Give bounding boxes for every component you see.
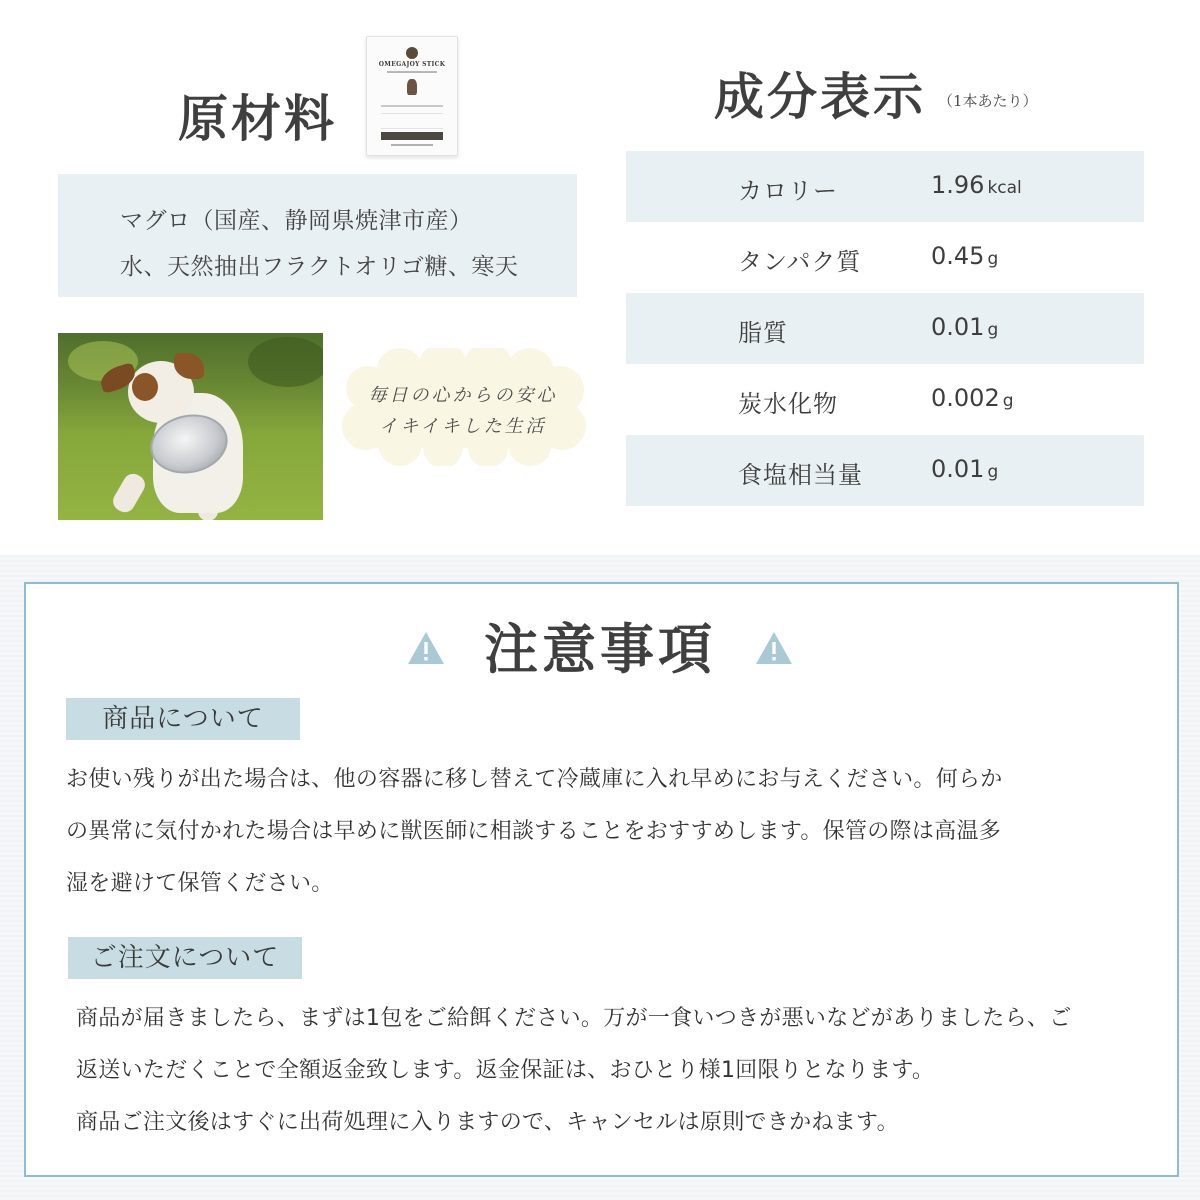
cloud-shape-icon	[338, 348, 588, 466]
speech-bubble	[338, 348, 588, 466]
nutrient-name: タンパク質	[738, 248, 862, 276]
ingredient-line: マグロ（国産、静岡県焼津市産）	[120, 208, 473, 234]
nutrition-row	[626, 364, 1144, 435]
package-logo-icon	[406, 47, 418, 59]
nutrition-row	[626, 293, 1144, 364]
nutrient-name: 食塩相当量	[738, 461, 863, 489]
notice-paragraph-line: 返送いただくことで全額返金致します。返金保証は、おひとり様1回限りとなります。	[76, 1058, 935, 1083]
notice-paragraph-line: 商品ご注文後はすぐに出荷処理に入りますので、キャンセルは原則できかねます。	[76, 1110, 899, 1135]
ingredients-panel	[58, 174, 577, 297]
nutrition-title: 成分表示	[714, 67, 926, 126]
nutrition-note: （1本あたり）	[938, 92, 1038, 110]
bubble-line: 毎日の心からの安心	[368, 385, 558, 406]
notice-paragraph-line: お使い残りが出た場合は、他の容器に移し替えて冷蔵庫に入れ早めにお与えください。何らか	[66, 767, 1003, 792]
notice-paragraph-line: の異常に気付かれた場合は早めに獣医師に相談することをおすすめします。保管の際は高温多	[66, 819, 1002, 844]
nutrient-value: 0.45 g	[931, 242, 999, 270]
notice-title: 注意事項	[484, 617, 716, 681]
ingredients-title: 原材料	[178, 89, 337, 148]
dog-with-bowl-photo	[58, 333, 323, 520]
nutrition-row	[626, 151, 1144, 222]
nutrition-table	[626, 151, 1144, 506]
nutrient-name: カロリー	[738, 177, 838, 205]
package-dog-icon	[407, 79, 417, 95]
nutrition-row	[626, 435, 1144, 506]
top-section	[0, 0, 1200, 555]
product-section-label: 商品について	[66, 698, 300, 740]
nutrient-name: 脂質	[738, 319, 788, 347]
product-package-image	[366, 36, 458, 156]
nutrition-row	[626, 222, 1144, 293]
nutrient-value: 0.01 g	[931, 313, 999, 341]
nutrient-name: 炭水化物	[738, 390, 838, 418]
nutrient-value: 0.002 g	[931, 384, 1014, 412]
notice-paragraph-line: 商品が届きましたら、まずは1包をご給餌ください。万が一食いつきが悪いなどがありましたら、ご	[76, 1006, 1072, 1031]
package-name: OMEGAJOY STICK	[378, 61, 446, 68]
nutrient-value: 0.01 g	[931, 455, 999, 483]
bubble-line: イキイキした生活	[379, 416, 547, 437]
order-section-label: ご注文について	[68, 937, 302, 979]
nutrient-value: 1.96 kcal	[931, 171, 1022, 199]
ingredient-line: 水、天然抽出フラクトオリゴ糖、寒天	[120, 254, 519, 280]
warning-icon	[754, 630, 794, 666]
notice-paragraph-line: 湿を避けて保管ください。	[66, 871, 334, 896]
